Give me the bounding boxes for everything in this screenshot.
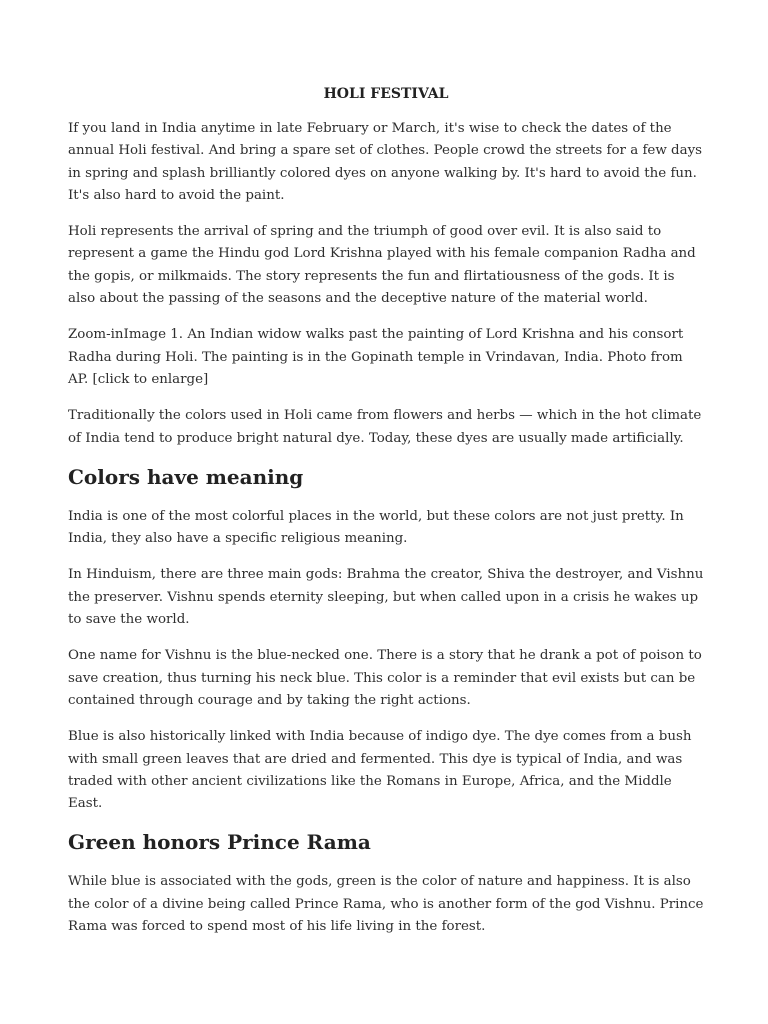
intro-paragraph-2: Holi represents the arrival of spring and the triumph of good over evil. It is also said to represent a game the Hindu god Lord Krishna played with his female companion Radha and the gopis, or milkmaids. The story represents the fun and flirtatiousness of the gods. It is also about the passing of the seasons and the deceptive nature of the material world. bbox=[68, 224, 696, 307]
section1-paragraph-4: Blue is also historically linked with India because of indigo dye. The dye comes from a bush with small green leaves that are dried and fermented. This dye is typical of India, and was traded with other ancient civilizations like the Romans in Europe, Africa, and the Middle East. bbox=[68, 729, 692, 812]
document-page bbox=[68, 84, 704, 952]
intro-paragraph-1: If you land in India anytime in late February or March, it's wise to check the dates of the annual Holi festival. And bring a spare set of clothes. People crowd the streets for a few days in spring and splash brilliantly colored dyes on anyone walking by. It's hard to avoid the fun. It's also hard to avoid the paint. bbox=[68, 121, 703, 203]
section1-paragraph-2: In Hinduism, there are three main gods: Brahma the creator, Shiva the destroyer, and Vishnu the preserver. Vishnu spends eternity sleeping, but when called upon in a crisis he wakes up to save the world. bbox=[68, 567, 704, 628]
intro-paragraph-4: Traditionally the colors used in Holi came from flowers and herbs — which in the hot climate of India tend to produce bright natural dye. Today, these dyes are usually made artificially. bbox=[68, 408, 702, 446]
document-title: HOLI FESTIVAL bbox=[323, 86, 449, 102]
section2-paragraph-1: While blue is associated with the gods, green is the color of nature and happiness. It is also the color of a divine being called Prince Rama, who is another form of the god Vishnu. Prince Rama was forced to spend most of his life living in the forest. bbox=[68, 874, 704, 935]
image-caption-paragraph: Zoom-inImage 1. An Indian widow walks past the painting of Lord Krishna and his consort Radha during Holi. The painting is in the Gopinath temple in Vrindavan, India. Photo from AP. [click to enlarge] bbox=[68, 327, 684, 387]
section-heading-colors: Colors have meaning bbox=[68, 464, 304, 489]
section1-paragraph-3: One name for Vishnu is the blue-necked one. There is a story that he drank a pot of poison to save creation, thus turning his neck blue. This color is a reminder that evil exists but can be contained through courage and by taking the right actions. bbox=[68, 648, 702, 708]
section-heading-green: Green honors Prince Rama bbox=[68, 830, 371, 855]
section1-paragraph-1: India is one of the most colorful places in the world, but these colors are not just pretty. In India, they also have a specific religious meaning. bbox=[68, 508, 684, 547]
